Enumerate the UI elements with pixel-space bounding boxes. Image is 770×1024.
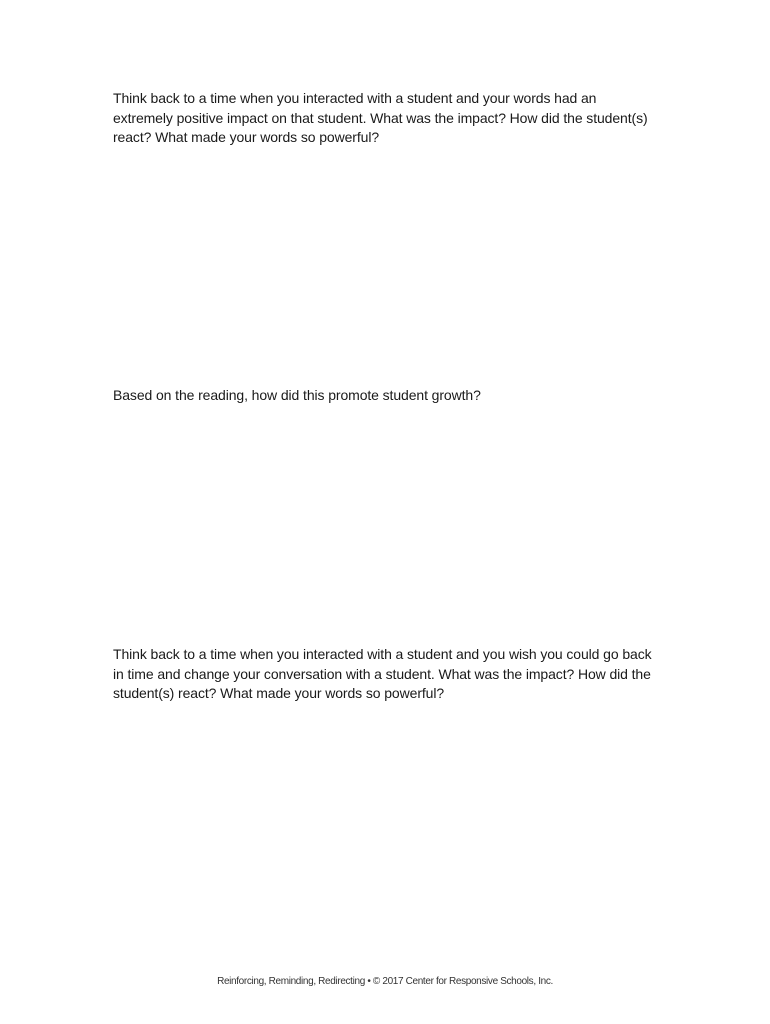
answer-space-student-growth[interactable] — [113, 410, 653, 630]
answer-space-change-conversation[interactable] — [113, 710, 653, 960]
reflection-prompt-student-growth: Based on the reading, how did this promote student growth? — [113, 387, 481, 403]
answer-space-positive-impact[interactable] — [113, 155, 653, 375]
page-footer: Reinforcing, Reminding, Redirecting • © 2017 Center for Responsive Schools, Inc. — [217, 976, 553, 987]
reflection-prompt-positive-impact: Think back to a time when you interacted with a student and your words had an extremely positive impact on that student. What was the impact? How did the student(s) react? What made your words so powerful? — [113, 90, 648, 145]
reflection-prompt-change-conversation: Think back to a time when you interacted with a student and you wish you could go back in time and change your conversation with a student. What was the impact? How did the student(s) react? What made your words so powerful? — [113, 646, 652, 701]
